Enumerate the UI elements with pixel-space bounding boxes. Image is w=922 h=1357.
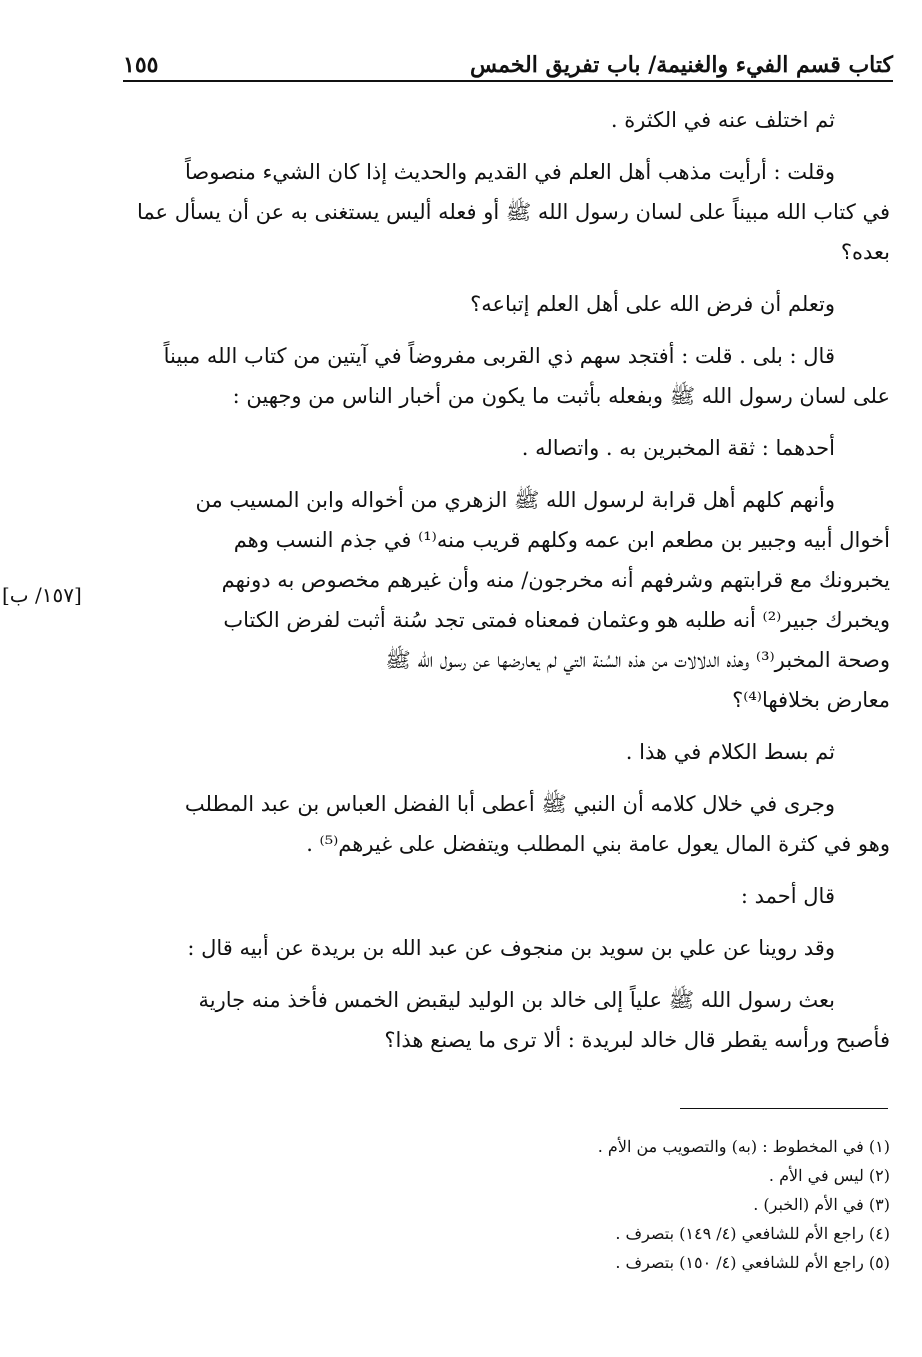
text-line: ويخبرك جبير⁽²⁾ أنه طلبه هو وعثمان فمعناه فمتى تجد سُنة أثبت لفرض الكتاب — [223, 608, 890, 632]
text-line: وتعلم أن فرض الله على أهل العلم إتباعه؟ — [470, 292, 835, 316]
text-line: قال أحمد : — [740, 884, 835, 908]
text-line: في كتاب الله مبيناً على لسان رسول الله ﷺ أو فعله أليس يستغنى به عن أن يسأل عما — [137, 200, 890, 224]
text-line: ثم اختلف عنه في الكثرة . — [610, 108, 835, 132]
text-line: على لسان رسول الله ﷺ وبفعله بأثبت ما يكون من أخبار الناس من وجهين : — [232, 384, 890, 408]
text-line: فأصبح ورأسه يقطر قال خالد لبريدة : ألا ترى ما يصنع هذا؟ — [384, 1028, 890, 1052]
text-line: وصحة المخبر⁽³⁾ وهذه الدلالات من هذه السُنة التي لم يعارضها عن رسول الله ﷺ — [385, 648, 890, 672]
text-line: معارض بخلافها⁽⁴⁾؟ — [732, 688, 890, 712]
paragraph — [130, 928, 890, 968]
paragraph — [130, 336, 890, 416]
main-text — [130, 100, 890, 1060]
paragraph — [130, 732, 890, 772]
paragraph — [130, 784, 890, 864]
paragraph-gap — [130, 772, 890, 784]
paragraph-gap — [130, 140, 890, 152]
text-line: يخبرونك مع قرابتهم وشرفهم أنه مخرجون/ منه وأن غيرهم مخصوص به دونهم — [221, 568, 890, 592]
header-rule — [123, 80, 893, 82]
paragraph — [130, 428, 890, 468]
page-number: ١٥٥ — [123, 52, 159, 78]
paragraph — [130, 100, 890, 140]
text-line: وقلت : أرأيت مذهب أهل العلم في القديم والحديث إذا كان الشيء منصوصاً — [185, 160, 835, 184]
manuscript-folio-note: [١٥٧/ ب] — [2, 583, 82, 607]
text-line: وأنهم كلهم أهل قرابة لرسول الله ﷺ الزهري من أخواله وابن المسيب من — [195, 488, 835, 512]
paragraph-gap — [130, 968, 890, 980]
footnote: (٤) راجع الأم للشافعي (٤/ ١٤٩) بتصرف . — [615, 1224, 890, 1243]
footnotes — [400, 1132, 890, 1277]
paragraph — [130, 980, 890, 1060]
footnote-separator — [680, 1108, 888, 1109]
text-line: قال : بلى . قلت : أفتجد سهم ذي القربى مفروضاً في آيتين من كتاب الله مبيناً — [163, 344, 835, 368]
paragraph-gap — [130, 416, 890, 428]
text-line: وهو في كثرة المال يعول عامة بني المطلب ويتفضل على غيرهم⁽⁵⁾ . — [306, 832, 890, 856]
footnote: (٥) راجع الأم للشافعي (٤/ ١٥٠) بتصرف . — [615, 1253, 890, 1272]
paragraph-gap — [130, 720, 890, 732]
paragraph — [130, 480, 890, 720]
text-line: وجرى في خلال كلامه أن النبي ﷺ أعطى أبا الفضل العباس بن عبد المطلب — [184, 792, 835, 816]
page-header — [123, 38, 893, 78]
paragraph-gap — [130, 468, 890, 480]
paragraph — [130, 876, 890, 916]
paragraph-gap — [130, 324, 890, 336]
running-title: كتاب قسم الفيء والغنيمة/ باب تفريق الخمس — [470, 52, 893, 78]
text-line: أحدهما : ثقة المخبرين به . واتصاله . — [521, 436, 835, 460]
footnote: (٢) ليس في الأم . — [768, 1166, 890, 1185]
paragraph — [130, 284, 890, 324]
paragraph — [130, 152, 890, 272]
footnote: (١) في المخطوط : (به) والتصويب من الأم . — [597, 1137, 890, 1156]
text-line: وقد روينا عن علي بن سويد بن منجوف عن عبد الله بن بريدة عن أبيه قال : — [187, 936, 835, 960]
footnote: (٣) في الأم (الخبر) . — [753, 1195, 890, 1214]
text-line: ثم بسط الكلام في هذا . — [625, 740, 835, 764]
paragraph-gap — [130, 916, 890, 928]
paragraph-gap — [130, 864, 890, 876]
paragraph-gap — [130, 272, 890, 284]
text-line: أخوال أبيه وجبير بن مطعم ابن عمه وكلهم قريب منه⁽¹⁾ في جذم النسب وهم — [233, 528, 890, 552]
text-line: بعده؟ — [840, 240, 890, 264]
text-line: بعث رسول الله ﷺ علياً إلى خالد بن الوليد ليقبض الخمس فأخذ منه جارية — [198, 988, 835, 1012]
